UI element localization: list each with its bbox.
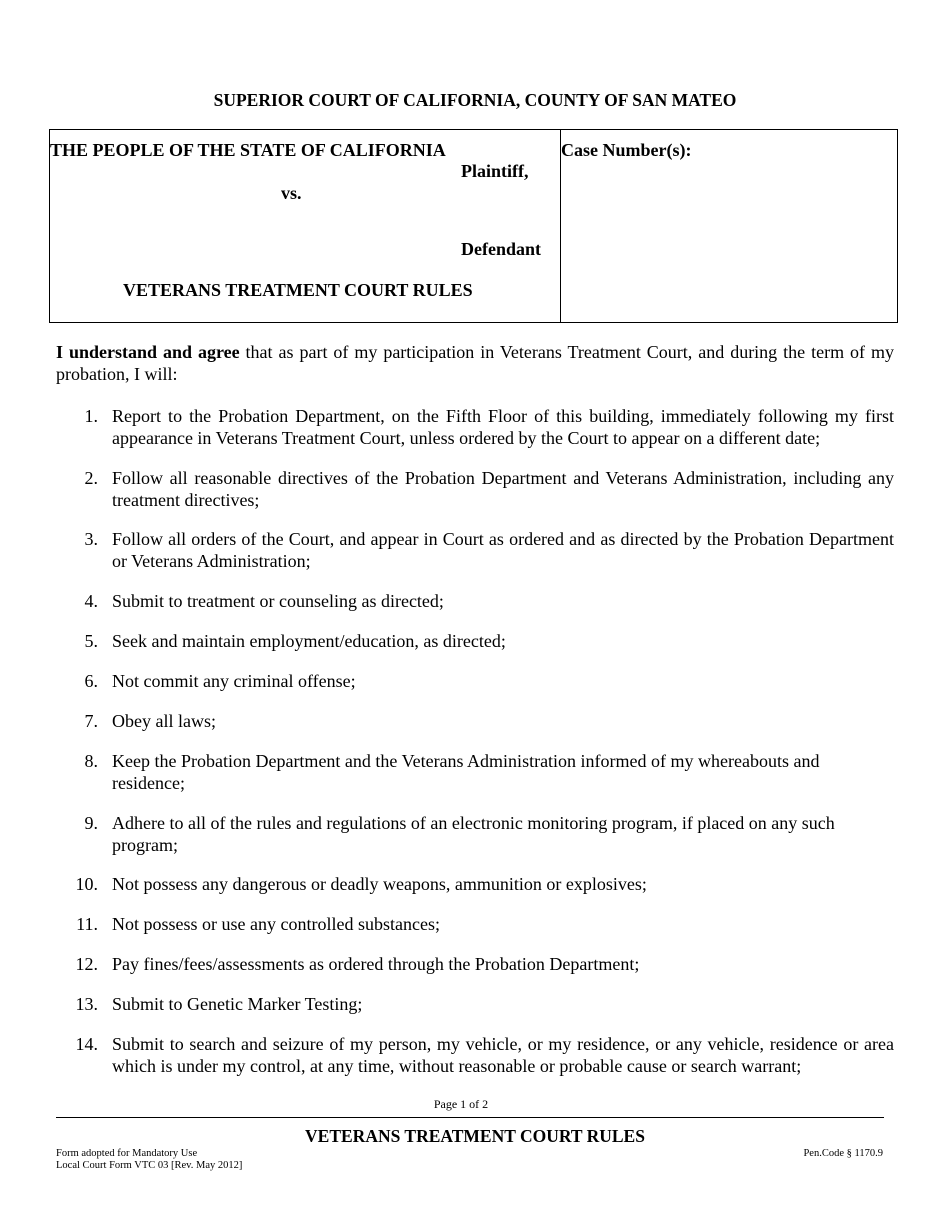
list-item-number: 14. (75, 1034, 98, 1054)
list-item-text: Follow all orders of the Court, and appear in Court as ordered and as directed by the Probation Department or Veterans Administration; (112, 529, 894, 571)
form-title: VETERANS TREATMENT COURT RULES (123, 280, 473, 300)
list-item-text: Submit to treatment or counseling as directed; (112, 591, 444, 611)
intro-bold: I understand and agree (56, 342, 240, 362)
list-item-number: 10. (75, 874, 98, 894)
list-item-text: Seek and maintain employment/education, as directed; (112, 631, 506, 651)
form-id: Local Court Form VTC 03 [Rev. May 2012] (56, 1160, 243, 1171)
plaintiff-label: Plaintiff, (461, 161, 529, 181)
list-item-text: Submit to Genetic Marker Testing; (112, 994, 363, 1014)
defendant-label: Defendant (461, 239, 541, 259)
list-item-number: 4. (84, 591, 98, 611)
list-item-number: 1. (84, 406, 98, 426)
list-item-text: Pay fines/fees/assessments as ordered through the Probation Department; (112, 954, 640, 974)
list-item-number: 2. (84, 468, 98, 488)
plaintiff-party: THE PEOPLE OF THE STATE OF CALIFORNIA (50, 140, 446, 160)
footer-divider (56, 1117, 884, 1118)
intro-paragraph (56, 341, 894, 385)
list-item-number: 5. (84, 631, 98, 651)
footer-title: VETERANS TREATMENT COURT RULES (305, 1126, 645, 1146)
list-item-text: Report to the Probation Department, on the Fifth Floor of this building, immediately following my first appearance in Veterans Treatment Court, unless ordered by the Court to appear on a different date; (112, 406, 894, 448)
list-item-number: 12. (75, 954, 98, 974)
list-item-number: 11. (76, 914, 98, 934)
form-adopted-note: Form adopted for Mandatory Use (56, 1148, 198, 1159)
list-item-text: Follow all reasonable directives of the Probation Department and Veterans Administration, including any treatment directives; (112, 468, 894, 510)
case-number-label: Case Number(s): (561, 140, 692, 160)
list-item-number: 6. (84, 671, 98, 691)
penal-code-ref: Pen.Code § 1170.9 (803, 1148, 883, 1159)
court-title: SUPERIOR COURT OF CALIFORNIA, COUNTY OF SAN MATEO (213, 90, 737, 110)
list-item-text: Not commit any criminal offense; (112, 671, 356, 691)
form-info (56, 1148, 242, 1172)
intro-text: that as part of my participation in Veterans Treatment Court, and during the term of my probation, I will: (56, 342, 894, 384)
versus-label: vs. (281, 183, 302, 203)
list-item-text: Keep the Probation Department and the Veterans Administration informed of my whereabouts and residence; (112, 751, 820, 793)
list-item-number: 9. (84, 813, 98, 833)
page-number: Page 1 of 2 (433, 1097, 489, 1111)
list-item-text: Obey all laws; (112, 711, 216, 731)
list-item-text: Adhere to all of the rules and regulations of an electronic monitoring program, if placed on any such program; (112, 813, 835, 855)
list-item-text: Submit to search and seizure of my person, my vehicle, or my residence, or any vehicle, residence or area which is under my control, at any time, without reasonable or probable cause or search warrant; (112, 1034, 894, 1076)
list-item-text: Not possess or use any controlled substances; (112, 914, 440, 934)
list-item-number: 7. (84, 711, 98, 731)
list-item-number: 13. (75, 994, 98, 1014)
list-item-text: Not possess any dangerous or deadly weapons, ammunition or explosives; (112, 874, 647, 894)
case-caption (49, 129, 898, 323)
list-item-number: 8. (84, 751, 98, 771)
list-item-number: 3. (84, 529, 98, 549)
